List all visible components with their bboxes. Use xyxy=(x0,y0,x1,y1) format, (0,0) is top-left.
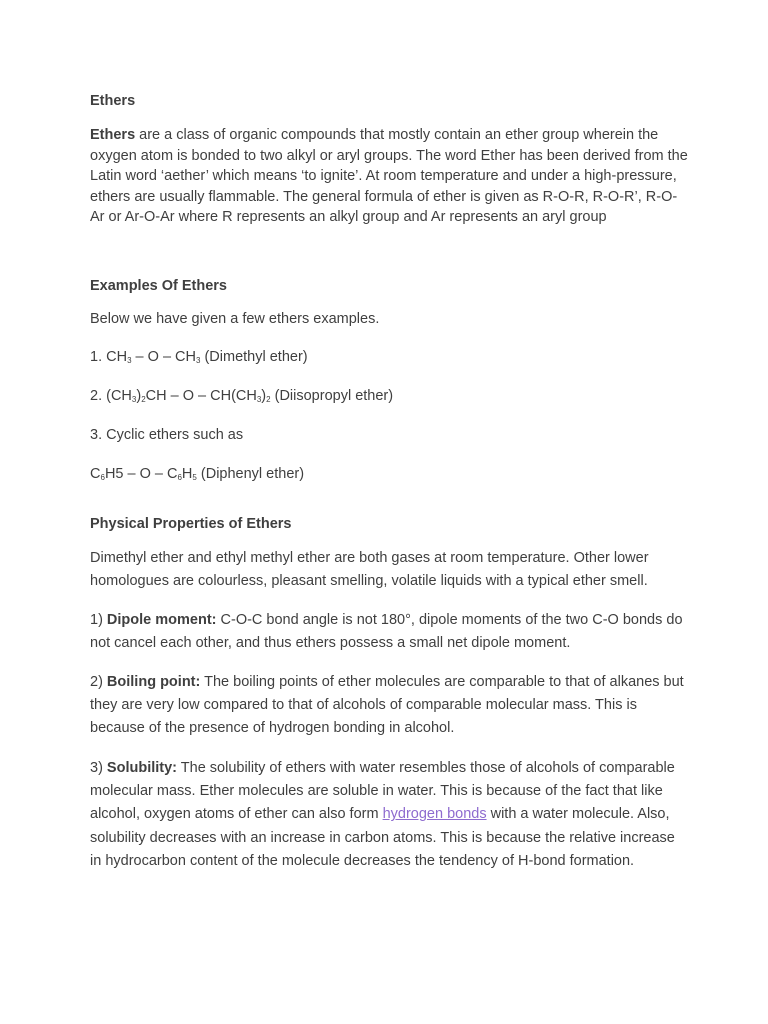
ex4-part: (Diphenyl ether) xyxy=(196,466,305,482)
intro-lead: Ethers xyxy=(90,127,136,143)
ex1-sub: 3 xyxy=(196,356,201,365)
ex4-part: H xyxy=(181,466,193,482)
intro-text: are a class of organic compounds that mostly contain an ether group wherein the oxygen atom is bonded to two alkyl or aryl groups. The word Ether has been derived from the Latin word ‘aether’ which means ‘to ignite’. At room temperature and under a high-pressure, ethers are usually flammable. The general formula of ether is given as R-O-R, R-O-R’, R-O-Ar or Ar-O-Ar where R represents an alkyl group and Ar represents an aryl group xyxy=(90,127,688,225)
ex1-part: 1. CH xyxy=(90,349,128,365)
property-label: Boiling point: xyxy=(106,674,201,690)
ex1-part: (Dimethyl ether) xyxy=(200,349,308,365)
examples-intro: Below we have given a few ethers examples. xyxy=(90,311,380,327)
property-label: Dipole moment: xyxy=(106,612,217,628)
ex4-sub: 6 xyxy=(177,473,182,482)
property-number: 3) xyxy=(90,760,107,776)
physical-intro: Dimethyl ether and ethyl methyl ether are both gases at room temperature. Other lower homologues are colourless, pleasant smelling, volatile liquids with a typical ether smell. xyxy=(90,550,649,590)
example-dimethyl-ether xyxy=(90,349,690,365)
ex4-part: H5 – O – C xyxy=(104,466,178,482)
page-title: Ethers xyxy=(90,93,136,109)
property-number: 2) xyxy=(90,674,107,690)
ex2-part: 2. (CH xyxy=(90,388,132,404)
examples-heading: Examples Of Ethers xyxy=(90,278,227,294)
example-diphenyl-ether xyxy=(90,466,690,482)
property-text: C-O-C bond angle is not 180°, dipole moments of the two C-O bonds do not cancel each other, and thus ethers possess a small net dipole moment. xyxy=(90,612,683,652)
example-diisopropyl-ether xyxy=(90,388,690,404)
ex4-part: C xyxy=(90,466,101,482)
property-text: The boiling points of ether molecules are comparable to that of alkanes but they are very low compared to that of alcohols of comparable molecular mass. This is because of the presence of hydrogen bonding in alcohol. xyxy=(90,674,684,737)
ex4-sub: 6 xyxy=(100,473,105,482)
ex4-sub: 5 xyxy=(192,473,197,482)
property-solubility xyxy=(90,757,690,873)
ex2-part: (Diisopropyl ether) xyxy=(270,388,394,404)
physical-properties-heading: Physical Properties of Ethers xyxy=(90,516,292,532)
example-cyclic-ethers: 3. Cyclic ethers such as xyxy=(90,427,244,443)
property-dipole-moment xyxy=(90,609,690,655)
ex2-part: ) xyxy=(261,388,267,404)
ex2-sub: 2 xyxy=(266,395,271,404)
intro-paragraph xyxy=(90,125,690,228)
ex2-sub: 3 xyxy=(256,395,262,404)
property-label: Solubility: xyxy=(106,760,178,776)
ex2-sub: 2 xyxy=(141,395,146,404)
ex2-part: CH – O – CH(CH xyxy=(145,388,257,404)
property-text: The solubility of ethers with water resembles those of alcohols of comparable molecular mass. Ether molecules are soluble in water. This is because of the fact that like alcohol, oxygen atoms of ether can also form xyxy=(90,760,675,823)
hydrogen-bonds-link[interactable]: hydrogen bonds xyxy=(382,806,487,823)
property-boiling-point xyxy=(90,671,690,741)
ex1-sub: 3 xyxy=(127,356,132,365)
property-text: with a water molecule. Also, solubility decreases with an increase in carbon atoms. This is because the relative increase in hydrocarbon content of the molecule decreases the tendency of H-bond formation. xyxy=(90,806,675,869)
property-number: 1) xyxy=(90,612,107,628)
ex2-part: ) xyxy=(136,388,142,404)
ex1-part: – O – CH xyxy=(131,349,196,365)
ex2-sub: 3 xyxy=(131,395,137,404)
